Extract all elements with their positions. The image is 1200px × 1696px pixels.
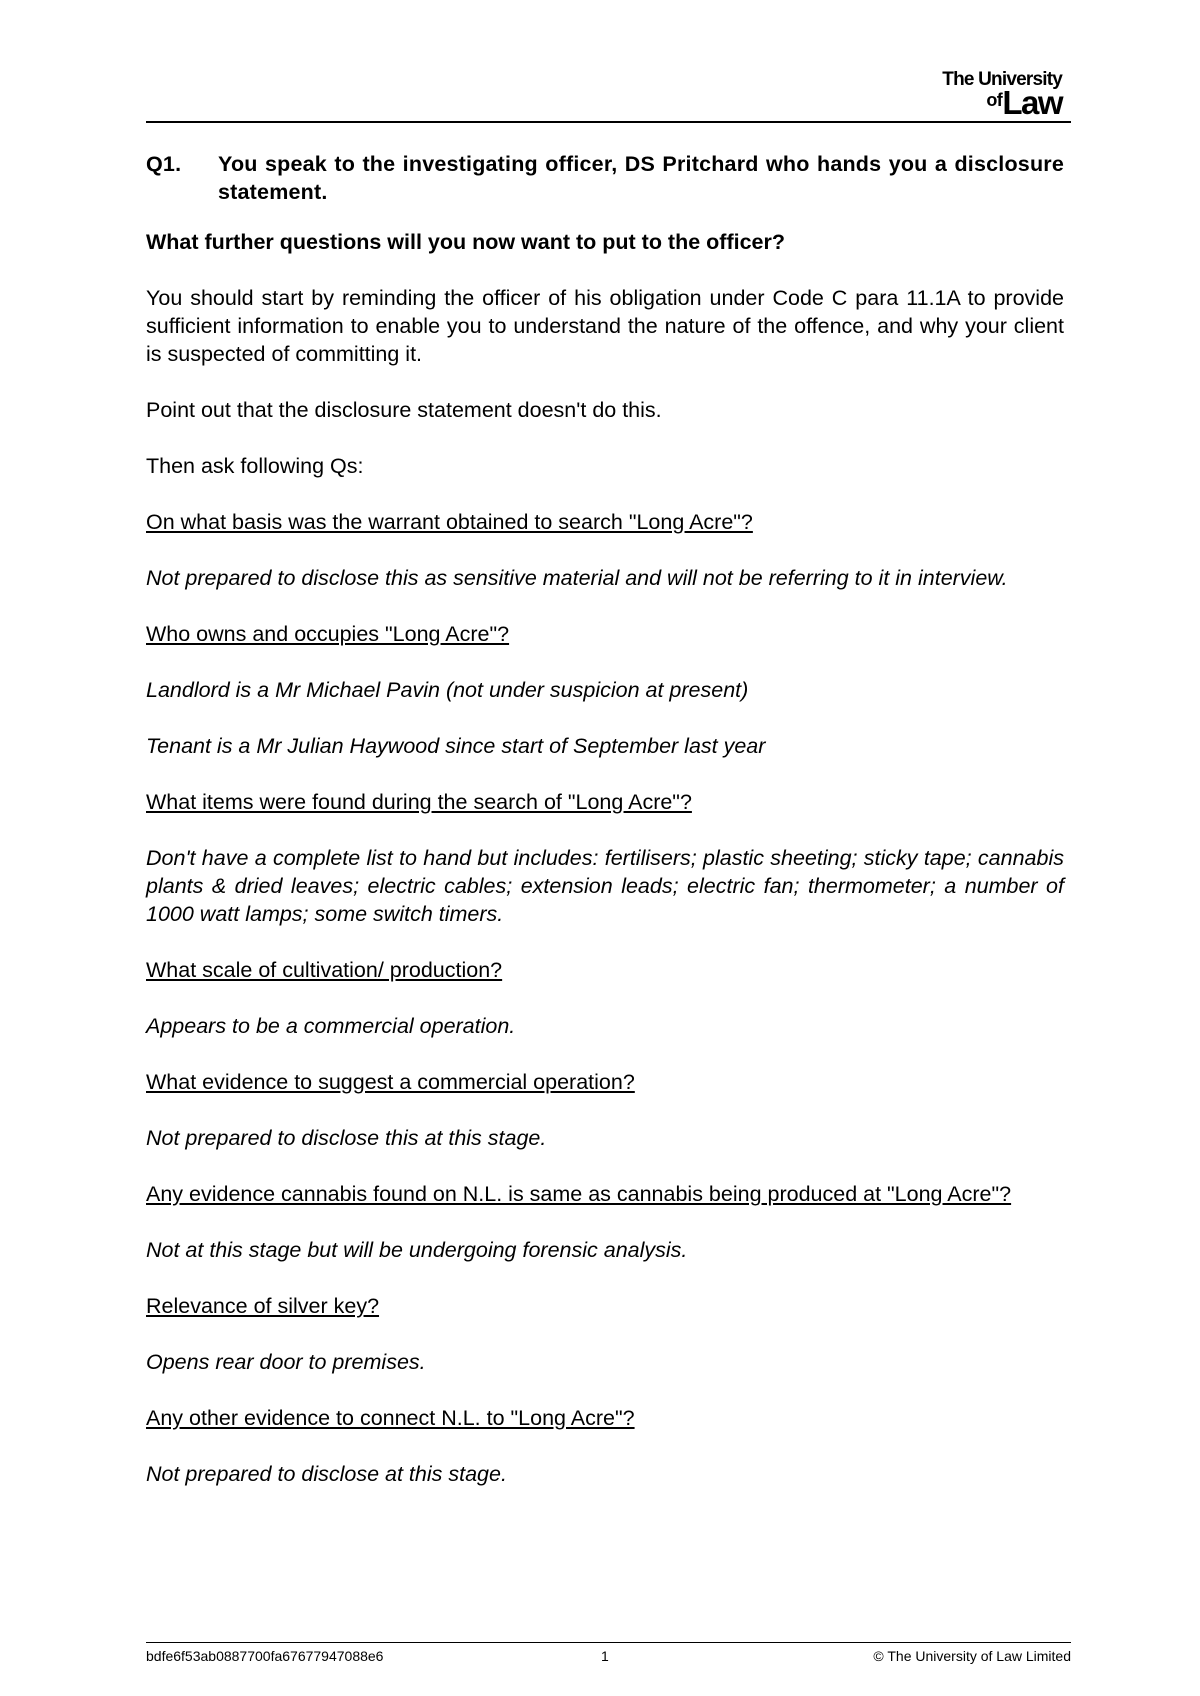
officer-question: On what basis was the warrant obtained to search "Long Acre"? — [146, 510, 753, 534]
officer-answer: Tenant is a Mr Julian Haywood since start of September last year — [146, 734, 766, 758]
logo-law: Law — [1002, 84, 1062, 121]
officer-answer: Appears to be a commercial operation. — [146, 1014, 516, 1038]
officer-answer: Not prepared to disclose this as sensitive material and will not be referring to it in interview. — [146, 566, 1008, 590]
intro-paragraph: Then ask following Qs: — [146, 454, 364, 478]
page-number: 1 — [601, 1648, 609, 1664]
officer-answer: Don't have a complete list to hand but includes: fertilisers; plastic sheeting; sticky tape; cannabis plants & dried leaves; electric cables; extension leads; electric fan; thermometer; a number of 1000 watt lamps; some switch timers. — [146, 846, 1064, 926]
officer-question: Any evidence cannabis found on N.L. is same as cannabis being produced at "Long Acre"? — [146, 1182, 1012, 1206]
officer-answer: Not prepared to disclose at this stage. — [146, 1462, 507, 1486]
officer-question: Relevance of silver key? — [146, 1294, 380, 1318]
intro-paragraph: Point out that the disclosure statement doesn't do this. — [146, 398, 662, 422]
document-id: bdfe6f53ab0887700fa67677947088e6 — [146, 1648, 384, 1664]
copyright-notice: © The University of Law Limited — [873, 1648, 1071, 1664]
logo-of: of — [986, 90, 1003, 110]
officer-answer: Not prepared to disclose this at this stage. — [146, 1126, 547, 1150]
officer-question: Any other evidence to connect N.L. to "Long Acre"? — [146, 1406, 635, 1430]
intro-paragraph: You should start by reminding the officer of his obligation under Code C para 11.1A to provide sufficient information to enable you to understand the nature of the offence, and why your client is suspected of committing it. — [146, 286, 1064, 366]
logo-line1: The University — [942, 69, 1062, 90]
question-prompt: What further questions will you now want to put to the officer? — [146, 230, 785, 254]
question-text: You speak to the investigating officer, DS Pritchard who hands you a disclosure statement. — [218, 152, 1064, 204]
question-number: Q1. — [146, 152, 182, 176]
officer-answer: Not at this stage but will be undergoing forensic analysis. — [146, 1238, 688, 1262]
officer-question: Who owns and occupies "Long Acre"? — [146, 622, 510, 646]
university-of-law-logo — [942, 70, 1062, 119]
officer-answer: Opens rear door to premises. — [146, 1350, 426, 1374]
document-body — [146, 150, 1064, 1516]
officer-answer: Landlord is a Mr Michael Pavin (not under suspicion at present) — [146, 678, 749, 702]
officer-question: What scale of cultivation/ production? — [146, 958, 503, 982]
officer-question: What items were found during the search of "Long Acre"? — [146, 790, 692, 814]
header-divider — [146, 121, 1071, 123]
logo-line2 — [942, 86, 1062, 119]
officer-question: What evidence to suggest a commercial operation? — [146, 1070, 635, 1094]
question-heading — [146, 150, 1064, 206]
footer-divider — [146, 1642, 1071, 1643]
